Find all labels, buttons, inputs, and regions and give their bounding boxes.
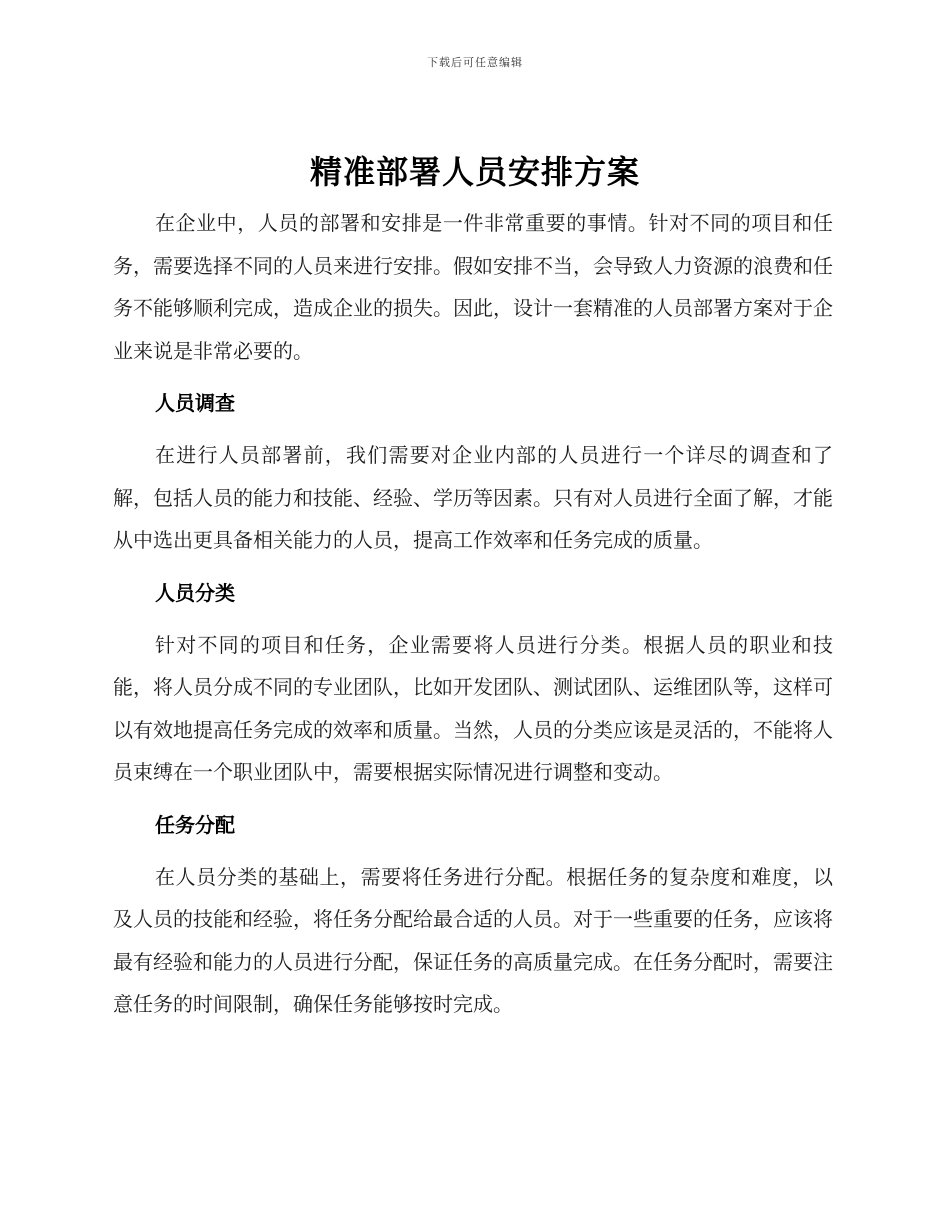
header-note: 下载后可任意编辑 [427, 56, 523, 69]
document-body [113, 202, 833, 1026]
document-title: 精准部署人员安排方案 [309, 153, 640, 191]
intro-paragraph: 在企业中，人员的部署和安排是一件非常重要的事情。针对不同的项目和任务，需要选择不同的人员来进行安排。假如安排不当，会导致人力资源的浪费和任务不能够顺利完成，造成企业的损失。因此，设计一套精准的人员部署方案对于企业来说是非常必要的。 [113, 211, 833, 363]
section-heading-survey: 人员调查 [155, 391, 235, 415]
section-body-survey: 在进行人员部署前，我们需要对企业内部的人员进行一个详尽的调查和了解，包括人员的能力和技能、经验、学历等因素。只有对人员进行全面了解，才能从中选出更具备相关能力的人员，提高工作效率和任务完成的质量。 [113, 443, 833, 552]
section-body-classification: 针对不同的项目和任务，企业需要将人员进行分类。根据人员的职业和技能，将人员分成不同的专业团队，比如开发团队、测试团队、运维团队等，这样可以有效地提高任务完成的效率和质量。当然，人员的分类应该是灵活的，不能将人员束缚在一个职业团队中，需要根据实际情况进行调整和变动。 [113, 632, 833, 784]
section-body-task-allocation: 在人员分类的基础上，需要将任务进行分配。根据任务的复杂度和难度，以及人员的技能和经验，将任务分配给最合适的人员。对于一些重要的任务，应该将最有经验和能力的人员进行分配，保证任务的高质量完成。在任务分配时，需要注意任务的时间限制，确保任务能够按时完成。 [113, 864, 833, 1016]
section-heading-task-allocation: 任务分配 [155, 812, 235, 837]
section-heading-classification: 人员分类 [155, 580, 235, 605]
